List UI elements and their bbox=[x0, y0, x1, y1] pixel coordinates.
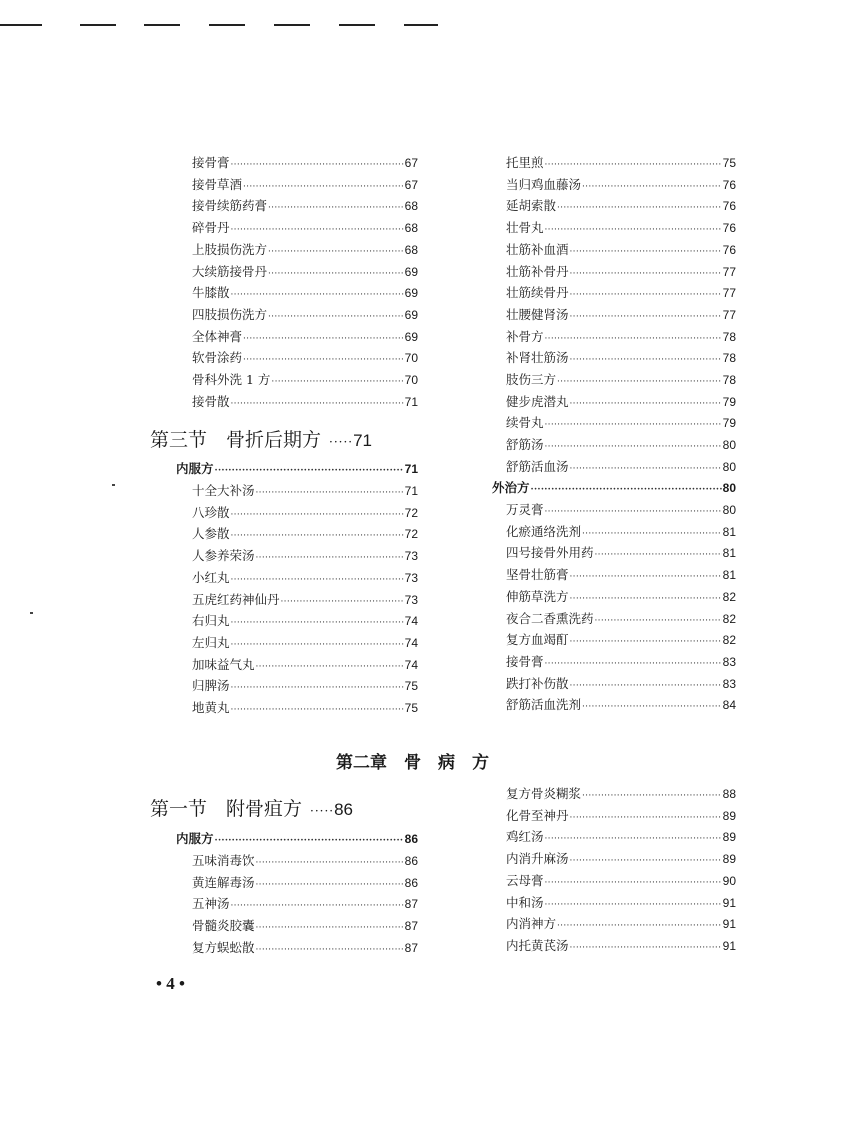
entry-page-number: 78 bbox=[722, 373, 736, 387]
entry-page-number: 76 bbox=[722, 221, 736, 236]
entry-page-number: 80 bbox=[722, 459, 736, 474]
dot-leader bbox=[570, 264, 722, 282]
dot-leader bbox=[570, 242, 722, 260]
toc-entry bbox=[506, 652, 736, 672]
entry-page-number: 82 bbox=[722, 633, 736, 648]
toc-entry bbox=[192, 611, 418, 631]
header-dash bbox=[80, 24, 116, 26]
entry-title: 全体神膏 bbox=[192, 328, 243, 344]
dot-leader bbox=[545, 502, 722, 520]
entry-title: 接骨膏 bbox=[192, 155, 230, 170]
dot-leader bbox=[595, 545, 722, 563]
entry-page-number: 84 bbox=[722, 698, 736, 713]
header-dash bbox=[339, 24, 375, 26]
page-number: • 4 • bbox=[156, 974, 185, 993]
entry-title: 接骨膏 bbox=[506, 653, 544, 669]
entry-page-number: 69 bbox=[404, 264, 418, 279]
dot-leader bbox=[268, 307, 404, 325]
entry-title: 跌打补伤散 bbox=[506, 675, 569, 691]
entry-title: 壮筋补骨丹 bbox=[506, 263, 569, 279]
entry-page-number: 80 bbox=[722, 438, 736, 453]
toc-entry bbox=[192, 283, 418, 303]
entry-page-number: 89 bbox=[722, 830, 736, 845]
toc-entry bbox=[192, 348, 418, 368]
toc-entry bbox=[506, 849, 736, 869]
dot-leader bbox=[545, 873, 722, 891]
toc-entry bbox=[506, 936, 736, 956]
toc-entry bbox=[506, 543, 736, 563]
dot-leader bbox=[595, 611, 722, 629]
entry-title: 碎骨丹 bbox=[192, 220, 230, 236]
entry-page-number: 71 bbox=[404, 462, 418, 476]
toc-entry bbox=[192, 916, 418, 936]
toc-entry bbox=[506, 218, 736, 238]
entry-page-number: 69 bbox=[404, 307, 418, 322]
toc-entry bbox=[192, 568, 418, 588]
toc-entry bbox=[192, 873, 418, 893]
dot-leader bbox=[570, 350, 722, 368]
entry-page-number: 81 bbox=[722, 546, 736, 561]
entry-page-number: 82 bbox=[722, 589, 736, 604]
entry-title: 左归丸 bbox=[192, 634, 230, 650]
toc-entry bbox=[506, 153, 736, 173]
toc-entry bbox=[506, 305, 736, 325]
scan-speck bbox=[112, 484, 115, 486]
entry-page-number: 89 bbox=[722, 852, 736, 867]
toc-entry bbox=[192, 262, 418, 282]
dot-leader bbox=[215, 831, 404, 849]
entry-page-number: 88 bbox=[722, 787, 736, 801]
dot-leader bbox=[545, 220, 722, 238]
toc-entry bbox=[192, 938, 418, 958]
entry-page-number: 87 bbox=[404, 897, 418, 912]
entry-title: 加味益气丸 bbox=[192, 656, 255, 672]
dot-leader bbox=[570, 589, 722, 607]
dot-leader bbox=[557, 198, 722, 216]
dot-leader bbox=[268, 242, 404, 260]
dot-leader bbox=[256, 657, 404, 675]
toc-entry bbox=[506, 283, 736, 303]
dot-leader bbox=[243, 177, 404, 195]
toc-entry bbox=[506, 784, 736, 804]
section-title: 第一节 附骨疽方 bbox=[150, 798, 303, 820]
entry-title: 舒筋汤 bbox=[506, 437, 544, 453]
section-title: 第三节 骨折后期方 bbox=[150, 429, 322, 451]
entry-page-number: 75 bbox=[404, 701, 418, 715]
toc-entry bbox=[506, 240, 736, 260]
entry-page-number: 79 bbox=[722, 394, 736, 409]
toc-entry bbox=[192, 240, 418, 260]
dot-leader bbox=[545, 329, 722, 347]
toc-entry bbox=[506, 370, 736, 390]
entry-page-number: 89 bbox=[722, 808, 736, 823]
dot-leader bbox=[268, 264, 404, 282]
entry-title: 内服方 bbox=[176, 461, 214, 476]
entry-title: 内消神方 bbox=[506, 916, 557, 932]
toc-entry bbox=[506, 871, 736, 891]
entry-page-number: 76 bbox=[722, 242, 736, 257]
dot-leader bbox=[557, 916, 722, 934]
entry-page-number: 74 bbox=[404, 614, 418, 629]
entry-page-number: 70 bbox=[404, 373, 418, 387]
entry-title: 壮筋补血酒 bbox=[506, 241, 569, 257]
entry-title: 万灵膏 bbox=[506, 502, 544, 517]
entry-title: 复方蜈蚣散 bbox=[192, 939, 255, 955]
dot-leader bbox=[268, 198, 404, 216]
toc-entry bbox=[192, 305, 418, 325]
entry-page-number: 72 bbox=[404, 505, 418, 520]
toc-entry bbox=[192, 327, 418, 347]
entry-title: 四号接骨外用药 bbox=[506, 545, 594, 561]
entry-title: 十全大补汤 bbox=[192, 483, 255, 498]
entry-page-number: 83 bbox=[722, 676, 736, 691]
dot-leader bbox=[531, 480, 722, 498]
entry-title: 右归丸 bbox=[192, 613, 230, 629]
entry-page-number: 68 bbox=[404, 242, 418, 257]
dot-leader bbox=[231, 285, 404, 303]
dot-leader bbox=[570, 632, 722, 650]
entry-title: 接骨续筋药膏 bbox=[192, 198, 268, 214]
dot-leader bbox=[570, 394, 722, 412]
entry-title: 软骨涂药 bbox=[192, 350, 243, 366]
dot-leader bbox=[570, 459, 722, 477]
toc-entry bbox=[506, 695, 736, 715]
dot-leader bbox=[310, 796, 334, 826]
entry-title: 壮腰健肾汤 bbox=[506, 306, 569, 322]
entry-title: 接骨散 bbox=[192, 393, 230, 409]
toc-entry bbox=[506, 893, 736, 913]
entry-page-number: 86 bbox=[404, 832, 418, 846]
toc-entry bbox=[192, 894, 418, 914]
entry-title: 壮筋续骨丹 bbox=[506, 285, 569, 301]
entry-page-number: 78 bbox=[722, 351, 736, 366]
dot-leader bbox=[545, 895, 722, 913]
dot-leader bbox=[545, 415, 722, 433]
header-dash bbox=[144, 24, 180, 26]
entry-page-number: 69 bbox=[404, 329, 418, 344]
toc-entry bbox=[506, 609, 736, 629]
header-dash bbox=[0, 24, 42, 26]
entry-title: 托里煎 bbox=[506, 155, 544, 170]
dot-leader bbox=[231, 526, 404, 544]
toc-entry bbox=[506, 522, 736, 542]
dot-leader bbox=[329, 427, 353, 457]
dot-leader bbox=[215, 461, 404, 479]
toc-entry bbox=[506, 587, 736, 607]
chapter-title: 第二章 骨 病 方 bbox=[336, 753, 489, 773]
entry-title: 当归鸡血藤汤 bbox=[506, 176, 582, 192]
toc-entry bbox=[192, 676, 418, 696]
dot-leader bbox=[570, 307, 722, 325]
entry-page-number: 78 bbox=[722, 329, 736, 344]
entry-title: 地黄丸 bbox=[192, 700, 230, 715]
entry-title: 八珍散 bbox=[192, 504, 230, 520]
toc-entry bbox=[506, 435, 736, 455]
entry-title: 补骨方 bbox=[506, 328, 544, 344]
subheading-entry bbox=[176, 829, 418, 849]
toc-entry bbox=[192, 503, 418, 523]
dot-leader bbox=[545, 829, 722, 847]
dot-leader bbox=[231, 570, 404, 588]
entry-title: 骨科外洗 1 方 bbox=[192, 372, 271, 387]
entry-title: 接骨草酒 bbox=[192, 176, 243, 192]
dot-leader bbox=[256, 548, 404, 566]
entry-page-number: 76 bbox=[722, 177, 736, 192]
entry-title: 外治方 bbox=[492, 480, 530, 495]
dot-leader bbox=[256, 940, 404, 958]
subheading-entry bbox=[492, 478, 736, 498]
entry-title: 补肾壮筋汤 bbox=[506, 350, 569, 366]
entry-page-number: 87 bbox=[404, 919, 418, 934]
dot-leader bbox=[256, 875, 404, 893]
entry-title: 五味消毒饮 bbox=[192, 853, 255, 868]
entry-page-number: 81 bbox=[722, 568, 736, 583]
dot-leader bbox=[545, 654, 722, 672]
entry-page-number: 77 bbox=[722, 264, 736, 279]
entry-title: 五神汤 bbox=[192, 896, 230, 912]
entry-page-number: 72 bbox=[404, 527, 418, 542]
dot-leader bbox=[570, 808, 722, 826]
toc-entry bbox=[506, 175, 736, 195]
toc-entry bbox=[192, 175, 418, 195]
entry-page-number: 80 bbox=[722, 481, 736, 495]
toc-entry bbox=[192, 698, 418, 718]
dot-leader bbox=[545, 437, 722, 455]
entry-page-number: 76 bbox=[722, 199, 736, 214]
entry-title: 小红丸 bbox=[192, 569, 230, 585]
dot-leader bbox=[256, 918, 404, 936]
dot-leader bbox=[243, 329, 404, 347]
toc-entry bbox=[506, 196, 736, 216]
entry-page-number: 74 bbox=[404, 657, 418, 672]
entry-page-number: 68 bbox=[404, 221, 418, 236]
dot-leader bbox=[231, 220, 404, 238]
entry-title: 延胡索散 bbox=[506, 198, 557, 214]
entry-page-number: 73 bbox=[404, 570, 418, 585]
entry-page-number: 77 bbox=[722, 286, 736, 301]
entry-title: 内服方 bbox=[176, 831, 214, 846]
entry-page-number: 83 bbox=[722, 654, 736, 669]
dot-leader bbox=[570, 567, 722, 585]
entry-title: 大续筋接骨丹 bbox=[192, 263, 268, 279]
entry-title: 五虎红药神仙丹 bbox=[192, 591, 280, 607]
entry-page-number: 69 bbox=[404, 286, 418, 301]
toc-entry bbox=[192, 524, 418, 544]
entry-title: 中和汤 bbox=[506, 894, 544, 910]
entry-title: 内托黄芪汤 bbox=[506, 937, 569, 953]
entry-page-number: 79 bbox=[722, 416, 736, 431]
entry-page-number: 91 bbox=[722, 917, 736, 932]
toc-entry bbox=[192, 153, 418, 173]
dot-leader bbox=[582, 177, 722, 195]
entry-title: 舒筋活血汤 bbox=[506, 458, 569, 474]
entry-page-number: 75 bbox=[404, 679, 418, 694]
toc-entry bbox=[192, 633, 418, 653]
section-page-number: 71 bbox=[353, 431, 373, 450]
toc-entry bbox=[192, 655, 418, 675]
entry-page-number: 71 bbox=[404, 484, 418, 498]
toc-entry bbox=[506, 914, 736, 934]
dot-leader bbox=[256, 853, 404, 871]
entry-page-number: 73 bbox=[404, 592, 418, 607]
header-dash bbox=[209, 24, 245, 26]
entry-title: 人参散 bbox=[192, 526, 230, 542]
entry-title: 归脾汤 bbox=[192, 678, 230, 694]
entry-title: 化瘀通络洗剂 bbox=[506, 523, 582, 539]
toc-entry bbox=[192, 590, 418, 610]
entry-title: 伸筋草洗方 bbox=[506, 588, 569, 604]
entry-page-number: 68 bbox=[404, 199, 418, 214]
entry-page-number: 67 bbox=[404, 156, 418, 170]
toc-entry bbox=[506, 674, 736, 694]
dot-leader bbox=[281, 592, 404, 610]
dot-leader bbox=[570, 938, 722, 956]
toc-entry bbox=[506, 413, 736, 433]
entry-title: 肢伤三方 bbox=[506, 372, 557, 387]
toc-entry bbox=[506, 392, 736, 412]
entry-title: 人参养荣汤 bbox=[192, 548, 255, 564]
dot-leader bbox=[231, 635, 404, 653]
toc-entry bbox=[506, 500, 736, 520]
entry-page-number: 81 bbox=[722, 524, 736, 539]
dot-leader bbox=[557, 372, 722, 390]
dot-leader bbox=[231, 505, 404, 523]
entry-title: 云母膏 bbox=[506, 872, 544, 888]
entry-page-number: 87 bbox=[404, 940, 418, 955]
toc-entry bbox=[192, 392, 418, 412]
toc-entry bbox=[506, 262, 736, 282]
dot-leader bbox=[570, 851, 722, 869]
entry-title: 复方血竭酊 bbox=[506, 632, 569, 648]
entry-title: 坚骨壮筋膏 bbox=[506, 567, 569, 583]
entry-title: 四肢损伤洗方 bbox=[192, 306, 268, 322]
toc-entry bbox=[192, 851, 418, 871]
entry-page-number: 91 bbox=[722, 938, 736, 953]
dot-leader bbox=[256, 483, 404, 501]
entry-title: 壮骨丸 bbox=[506, 220, 544, 236]
entry-title: 舒筋活血洗剂 bbox=[506, 697, 582, 713]
entry-title: 上肢损伤洗方 bbox=[192, 241, 268, 257]
dot-leader bbox=[231, 896, 404, 914]
entry-page-number: 91 bbox=[722, 895, 736, 910]
header-dash bbox=[404, 24, 438, 26]
dot-leader bbox=[570, 676, 722, 694]
toc-entry bbox=[506, 457, 736, 477]
dot-leader bbox=[570, 285, 722, 303]
dot-leader bbox=[545, 155, 722, 173]
entry-page-number: 90 bbox=[722, 873, 736, 888]
dot-leader bbox=[231, 700, 404, 718]
toc-entry bbox=[506, 348, 736, 368]
entry-title: 化骨至神丹 bbox=[506, 807, 569, 823]
dot-leader bbox=[271, 372, 403, 390]
header-dash bbox=[274, 24, 310, 26]
entry-page-number: 77 bbox=[722, 307, 736, 322]
toc-entry bbox=[506, 806, 736, 826]
section-heading bbox=[150, 425, 372, 455]
entry-title: 续骨丸 bbox=[506, 415, 544, 431]
toc-entry bbox=[192, 196, 418, 216]
scan-speck bbox=[30, 612, 33, 614]
entry-page-number: 71 bbox=[404, 394, 418, 409]
dot-leader bbox=[582, 697, 722, 715]
dot-leader bbox=[231, 678, 404, 696]
chapter-heading bbox=[336, 748, 556, 774]
toc-entry bbox=[192, 546, 418, 566]
entry-page-number: 67 bbox=[404, 177, 418, 192]
toc-entry bbox=[192, 370, 418, 390]
entry-title: 健步虎潜丸 bbox=[506, 393, 569, 409]
entry-page-number: 86 bbox=[404, 875, 418, 890]
entry-page-number: 75 bbox=[722, 156, 736, 170]
dot-leader bbox=[231, 155, 404, 173]
section-heading bbox=[150, 794, 353, 824]
dot-leader bbox=[231, 613, 404, 631]
dot-leader bbox=[582, 786, 722, 804]
dot-leader bbox=[582, 524, 722, 542]
toc-entry bbox=[506, 630, 736, 650]
toc-entry bbox=[192, 481, 418, 501]
entry-title: 黄连解毒汤 bbox=[192, 874, 255, 890]
dot-leader bbox=[231, 394, 404, 412]
section-page-number: 86 bbox=[334, 800, 354, 819]
entry-title: 夜合二香熏洗药 bbox=[506, 610, 594, 626]
entry-title: 牛膝散 bbox=[192, 285, 230, 301]
entry-title: 复方骨炎糊浆 bbox=[506, 786, 582, 801]
toc-entry bbox=[506, 827, 736, 847]
entry-page-number: 82 bbox=[722, 611, 736, 626]
dot-leader bbox=[243, 350, 404, 368]
entry-title: 鸡红汤 bbox=[506, 829, 544, 845]
entry-page-number: 80 bbox=[722, 503, 736, 517]
entry-page-number: 73 bbox=[404, 549, 418, 564]
toc-entry bbox=[192, 218, 418, 238]
entry-title: 骨髓炎胶囊 bbox=[192, 918, 255, 934]
entry-page-number: 70 bbox=[404, 351, 418, 366]
entry-title: 内消升麻汤 bbox=[506, 851, 569, 867]
entry-page-number: 86 bbox=[404, 854, 418, 868]
toc-entry bbox=[506, 565, 736, 585]
subheading-entry bbox=[176, 459, 418, 479]
toc-entry bbox=[506, 327, 736, 347]
entry-page-number: 74 bbox=[404, 635, 418, 650]
